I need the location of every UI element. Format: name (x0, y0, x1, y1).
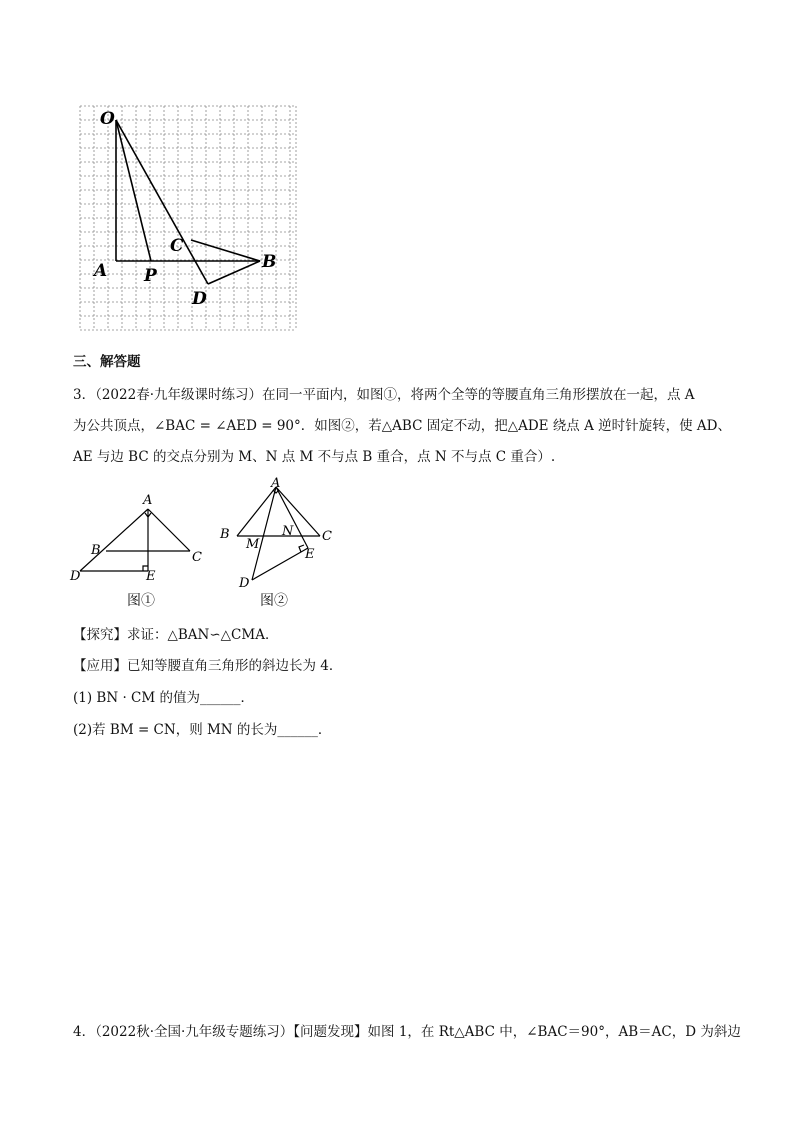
fig1-label-A: A (143, 493, 153, 508)
q3-apply: 【应用】已知等腰直角三角形的斜边长为 4． (73, 658, 343, 674)
q3-line-2: 为公共顶点，∠BAC = ∠AED = 90°．如图②，若△ABC 固定不动，把△ADE 绕点 A 逆时针旋转，使 AD、 (73, 418, 731, 434)
label-D: D (192, 289, 207, 309)
fig1-label-B: B (91, 543, 101, 558)
label-A: A (94, 261, 108, 281)
q4-line-1: 4．（2022秋·全国·九年级专题练习）【问题发现】如图 1，在 Rt△ABC 中，∠BAC＝90°，AB＝AC，D 为斜边 (73, 1024, 741, 1040)
q3-line-3: AE 与边 BC 的交点分别为 M、N 点 M 不与点 B 重合，点 N 不与点 C 重合）. (73, 449, 556, 465)
q3-sub-2: (2)若 BM = CN，则 MN 的长为______． (73, 722, 332, 738)
fig2-label-M: M (246, 537, 260, 552)
label-C: C (170, 236, 184, 256)
q3-explore: 【探究】求证：△BAN∽△CMA． (73, 627, 279, 643)
fig2-label-A: A (271, 476, 281, 491)
label-O: O (100, 109, 115, 129)
fig2-label-B: B (220, 527, 230, 542)
label-P: P (144, 266, 157, 286)
fig2-caption: 图② (260, 593, 288, 609)
grid-figure (78, 104, 300, 334)
fig2-label-E: E (305, 547, 315, 562)
grid-lines (80, 106, 296, 330)
label-B: B (262, 252, 277, 272)
fig1-label-D: D (70, 569, 81, 584)
fig2-label-N: N (282, 524, 294, 539)
fig1-caption: 图① (127, 593, 155, 609)
figure-2 (215, 476, 340, 588)
fig2-label-C: C (322, 529, 332, 544)
section-heading: 三、解答题 (73, 354, 141, 370)
fig1-label-E: E (146, 569, 156, 584)
fig2-label-D: D (239, 576, 250, 588)
geometry-lines (116, 120, 260, 284)
fig1-label-C: C (192, 550, 202, 565)
figure-1 (68, 490, 208, 585)
q3-sub-1: (1) BN · CM 的值为______． (73, 690, 254, 706)
q3-line-1: 3．（2022春·九年级课时练习）在同一平面内，如图①，将两个全等的等腰直角三角形摆放在一起，点 A (73, 387, 695, 403)
